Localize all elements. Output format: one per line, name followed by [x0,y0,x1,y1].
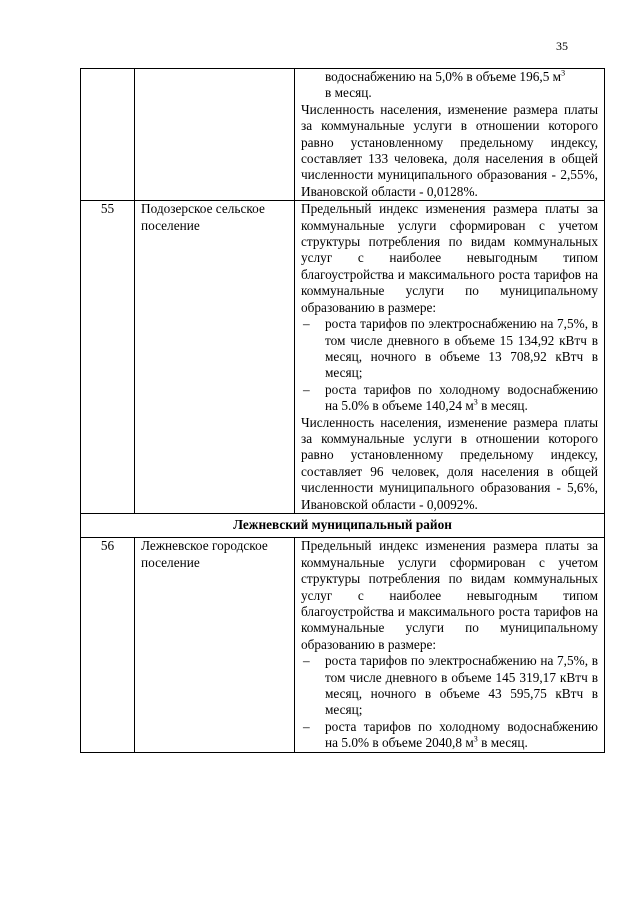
list-item: – роста тарифов по холодному водоснабжению на 5.0% в объеме 140,24 $м^3$ в месяц. [301,382,598,415]
row-number: 55 [81,201,135,514]
municipality-name: Подозерское сельское поселение [135,201,295,514]
municipality-name: Лежневское городское поселение [135,538,295,752]
description-cell [295,201,605,514]
page-number: 35 [556,39,568,53]
municipality-cell [135,69,295,201]
table-row [81,69,605,201]
row-number: 56 [81,538,135,752]
list-item: – роста тарифов по электроснабжению на 7,5%, в том числе дневного в объеме 145 319,17 кВтч в месяц, ночного в объеме 43 595,75 кВтч в месяц; [301,653,598,719]
tariff-table [80,68,605,753]
index-intro-text: Предельный индекс изменения размера платы за коммунальные услуги сформирован с учетом структуры потребления по видам коммунальных услуг с наиболее невыгодным типом благоустройства и максимального роста тарифов на коммунальные услуги по муниципальному образованию в размере: [301,201,598,315]
section-header-row [81,513,605,537]
tariff-list [301,316,598,414]
description-cell [295,69,605,201]
tariff-list [301,653,598,751]
index-intro-text: Предельный индекс изменения размера платы за коммунальные услуги сформирован с учетом структуры потребления по видам коммунальных услуг с наиболее невыгодным типом благоустройства и максимального роста тарифов на коммунальные услуги по муниципальному образованию в размере: [301,538,598,652]
population-text: Численность населения, изменение размера платы за коммунальные услуги в отношении которого равно установленному предельному индексу, составляет 133 человека, доля населения в общей численности муниципального образования - 2,55%, Ивановской области - 0,0128%. [301,101,598,199]
list-item: – роста тарифов по холодному водоснабжению на 5.0% в объеме 2040,8 $м^3$ в месяц. [301,719,598,752]
district-title: Лежневский муниципальный район [81,513,605,537]
table-row [81,538,605,752]
population-text: Численность населения, изменение размера платы за коммунальные услуги в отношении которого равно установленному предельному индексу, составляет 96 человек, доля населения в общей численности муниципального образования - 5,6%, Ивановской области - 0,0092%. [301,414,598,512]
description-cell [295,538,605,752]
table-row [81,201,605,514]
row-number-cell [81,69,135,201]
list-item: – роста тарифов по электроснабжению на 7,5%, в том числе дневного в объеме 15 134,92 кВтч в месяц, ночного в объеме 13 708,92 кВтч в месяц; [301,316,598,382]
continuation-text: водоснабжению на 5,0% в объеме 196,5 $м^3$ в месяц. [325,68,566,101]
